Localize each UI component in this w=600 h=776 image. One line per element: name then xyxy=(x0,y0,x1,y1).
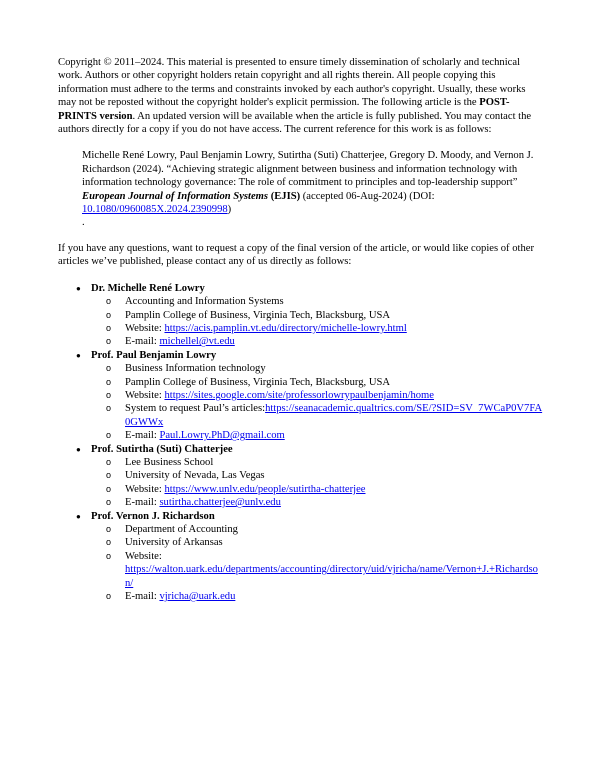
contact-person xyxy=(58,349,546,443)
email-link[interactable]: Paul.Lowry.PhD@gmail.com xyxy=(159,430,285,442)
person-email: o E-mail: sutirtha.chatterjee@unlv.edu xyxy=(91,496,546,509)
person-email: o E-mail: michellel@vt.edu xyxy=(91,335,546,348)
person-website: o Website: https://acis.pamplin.vt.edu/directory/michelle-lowry.html xyxy=(91,322,546,335)
website-link[interactable]: https://sites.google.com/site/professorlowrypaulbenjamin/home xyxy=(164,389,434,401)
email-link[interactable]: sutirtha.chatterjee@unlv.edu xyxy=(159,497,281,509)
reference-citation: Michelle René Lowry, Paul Benjamin Lowry, Sutirtha (Suti) Chatterjee, Gregory D. Moody, and Vernon J. Richardson (2024). “Achieving strategic alignment between business and information technology with information technology governance: The role of commitment to principles and top-leadership support” European Journal of Information Systems (EJIS) (accepted 06-Aug-2024) (DOI: 10.1080/0960085X.2024.2390998) . xyxy=(82,150,534,229)
copyright-notice xyxy=(58,56,546,136)
email-link[interactable]: michellel@vt.edu xyxy=(159,336,235,348)
person-affiliation: o Pamplin College of Business, Virginia Tech, Blacksburg, USA xyxy=(91,376,546,389)
person-department: o Accounting and Information Systems xyxy=(91,295,546,308)
person-email: o E-mail: vjricha@uark.edu xyxy=(91,590,546,603)
person-name: Dr. Michelle René Lowry xyxy=(91,282,205,294)
person-article-request: o System to request Paul’s articles:https://seanacademic.qualtrics.com/SE/?SID=SV_7WCaP0V7FA0GWWx xyxy=(91,402,546,429)
person-name: Prof. Sutirtha (Suti) Chatterjee xyxy=(91,443,233,455)
document-page xyxy=(58,56,546,603)
person-email: o E-mail: Paul.Lowry.PhD@gmail.com xyxy=(91,429,546,442)
person-department: o Business Information technology xyxy=(91,362,546,375)
person-affiliation: o Pamplin College of Business, Virginia Tech, Blacksburg, USA xyxy=(91,309,546,322)
email-link[interactable]: vjricha@uark.edu xyxy=(159,591,236,603)
contact-intro: If you have any questions, want to request a copy of the final version of the article, or would like copies of other articles we’ve published, please contact any of us directly as follows: xyxy=(58,242,534,268)
contact-person xyxy=(58,443,546,510)
contact-list xyxy=(58,282,546,604)
article-request-link[interactable]: https://seanacademic.qualtrics.com/SE/?SID=SV_7WCaP0V7FA0GWWx xyxy=(125,403,543,428)
person-affiliation: o University of Nevada, Las Vegas xyxy=(91,469,546,482)
journal-abbr: (EJIS) xyxy=(270,190,301,202)
citation-text: Michelle René Lowry, Paul Benjamin Lowry, Sutirtha (Suti) Chatterjee, Gregory D. Moody, and Vernon J. Richardson (2024). “Achieving strategic alignment between business and information technology with information technology governance: The role of commitment to principles and top-leadership support” xyxy=(82,150,534,189)
person-affiliation: o University of Arkansas xyxy=(91,536,546,549)
person-website: o Website: https://walton.uark.edu/departments/accounting/directory/uid/vjricha/name/Vernon+J.+Richardson/ xyxy=(91,550,546,590)
copyright-text-continued: . An updated version will be available when the article is fully published. You may contact the authors directly for a copy if you do not have access. The current reference for this work is as follows: xyxy=(58,110,532,136)
contact-person xyxy=(58,282,546,349)
person-website: o Website: https://www.unlv.edu/people/sutirtha-chatterjee xyxy=(91,483,546,496)
person-name: Prof. Paul Benjamin Lowry xyxy=(91,349,217,361)
doi-link[interactable]: 10.1080/0960085X.2024.2390998 xyxy=(82,204,228,216)
person-name: Prof. Vernon J. Richardson xyxy=(91,510,215,522)
website-link[interactable]: https://www.unlv.edu/people/sutirtha-chatterjee xyxy=(164,483,366,495)
citation-status: (accepted 06-Aug-2024) (DOI: xyxy=(302,190,435,202)
journal-title: European Journal of Information Systems xyxy=(82,190,269,202)
citation-trailing-period: . xyxy=(82,217,85,229)
post-prints-label: POST-PRINTS version xyxy=(58,97,510,122)
contact-person xyxy=(58,510,546,604)
person-website: o Website: https://sites.google.com/site/professorlowrypaulbenjamin/home xyxy=(91,389,546,402)
website-link[interactable]: https://walton.uark.edu/departments/accounting/directory/uid/vjricha/name/Vernon+J.+Richardson/ xyxy=(125,564,538,589)
copyright-text: Copyright © 2011–2024. This material is presented to ensure timely dissemination of scholarly and technical work. Authors or other copyright holders retain copyright and all rights therein. All people copying this information must adhere to the terms and constraints invoked by each author's copyright. Usually, these works may not be reposted without the copyright holder's explicit permission. The following article is the xyxy=(58,57,526,109)
website-link[interactable]: https://acis.pamplin.vt.edu/directory/michelle-lowry.html xyxy=(164,322,407,334)
person-department: o Lee Business School xyxy=(91,456,546,469)
person-department: o Department of Accounting xyxy=(91,523,546,536)
